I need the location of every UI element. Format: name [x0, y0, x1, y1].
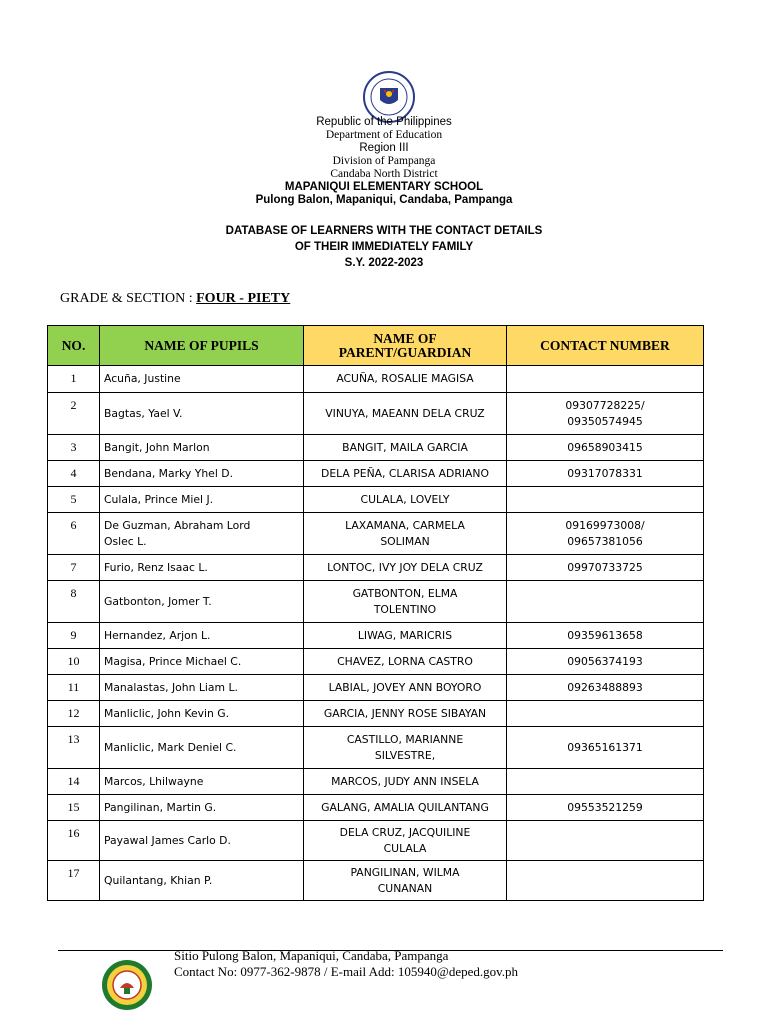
row-number: 9	[48, 623, 100, 649]
table-row	[48, 861, 704, 901]
table-row	[48, 581, 704, 623]
parent-guardian-name: MARCOS, JUDY ANN INSELA	[304, 769, 507, 795]
contact-number: 09970733725	[507, 555, 704, 581]
contact-number	[507, 366, 704, 393]
pupil-name: Manliclic, John Kevin G.	[100, 701, 304, 727]
contact-number	[507, 701, 704, 727]
row-number: 8	[48, 581, 100, 623]
contact-number: 09553521259	[507, 795, 704, 821]
grade-section-label: GRADE & SECTION :	[60, 291, 193, 306]
parent-guardian-name: PANGILINAN, WILMA CUNANAN	[304, 861, 507, 901]
contact-number	[507, 581, 704, 623]
table-header-row	[48, 326, 704, 366]
contact-number: 09359613658	[507, 623, 704, 649]
document-title	[0, 223, 768, 271]
row-number: 10	[48, 649, 100, 675]
pupil-name: Manalastas, John Liam L.	[100, 675, 304, 701]
parent-guardian-name: GARCIA, JENNY ROSE SIBAYAN	[304, 701, 507, 727]
header-region: Region III	[359, 142, 409, 154]
parent-guardian-name: VINUYA, MAEANN DELA CRUZ	[304, 393, 507, 435]
pupil-name: Bagtas, Yael V.	[100, 393, 304, 435]
learners-table	[47, 325, 704, 901]
header-division: Division of Pampanga	[332, 155, 436, 167]
parent-guardian-name: GALANG, AMALIA QUILANTANG	[304, 795, 507, 821]
pupil-name: Payawal James Carlo D.	[100, 821, 304, 861]
parent-guardian-name: LABIAL, JOVEY ANN BOYORO	[304, 675, 507, 701]
row-number: 17	[48, 861, 100, 901]
header-parent-line-1: NAME OF	[373, 330, 437, 346]
pupil-name: Marcos, Lhilwayne	[100, 769, 304, 795]
contact-number: 09169973008/ 09657381056	[507, 513, 704, 555]
header-district: Candaba North District	[330, 168, 438, 180]
parent-guardian-name: LIWAG, MARICRIS	[304, 623, 507, 649]
pupil-name: Magisa, Prince Michael C.	[100, 649, 304, 675]
parent-guardian-name: LAXAMANA, CARMELA SOLIMAN	[304, 513, 507, 555]
pupil-name: Bendana, Marky Yhel D.	[100, 461, 304, 487]
pupil-name: Bangit, John Marlon	[100, 435, 304, 461]
contact-number: 09263488893	[507, 675, 704, 701]
row-number: 4	[48, 461, 100, 487]
row-number: 14	[48, 769, 100, 795]
parent-guardian-name: CHAVEZ, LORNA CASTRO	[304, 649, 507, 675]
header-department: Department of Education	[325, 129, 443, 141]
table-row	[48, 769, 704, 795]
table-row	[48, 435, 704, 461]
parent-guardian-name: GATBONTON, ELMA TOLENTINO	[304, 581, 507, 623]
row-number: 15	[48, 795, 100, 821]
table-row	[48, 366, 704, 393]
parent-guardian-name: ACUÑA, ROSALIE MAGISA	[304, 366, 507, 393]
row-number: 12	[48, 701, 100, 727]
row-number: 5	[48, 487, 100, 513]
table-row	[48, 821, 704, 861]
document-header	[0, 116, 768, 207]
school-seal-icon	[100, 958, 154, 1012]
footer-contact: Contact No: 0977-362-9878 / E-mail Add: 105940@deped.gov.ph	[174, 964, 519, 979]
pupil-name: Hernandez, Arjon L.	[100, 623, 304, 649]
contact-number: 09056374193	[507, 649, 704, 675]
school-address: Pulong Balon, Mapaniqui, Candaba, Pampanga	[255, 194, 513, 206]
row-number: 13	[48, 727, 100, 769]
table-row	[48, 795, 704, 821]
header-republic: Republic of the Philippines	[316, 116, 452, 128]
contact-number	[507, 861, 704, 901]
row-number: 6	[48, 513, 100, 555]
school-name: MAPANIQUI ELEMENTARY SCHOOL	[284, 181, 484, 193]
table-row	[48, 487, 704, 513]
school-year: S.Y. 2022-2023	[344, 257, 424, 269]
table-row	[48, 675, 704, 701]
pupil-name: Pangilinan, Martin G.	[100, 795, 304, 821]
parent-guardian-name: CULALA, LOVELY	[304, 487, 507, 513]
parent-guardian-name: DELA CRUZ, JACQUILINE CULALA	[304, 821, 507, 861]
table-row	[48, 555, 704, 581]
title-line-2: OF THEIR IMMEDIATELY FAMILY	[294, 241, 474, 253]
pupil-name: Gatbonton, Jomer T.	[100, 581, 304, 623]
parent-guardian-name: CASTILLO, MARIANNE SILVESTRE,	[304, 727, 507, 769]
contact-number	[507, 487, 704, 513]
pupil-name: Quilantang, Khian P.	[100, 861, 304, 901]
contact-number	[507, 821, 704, 861]
table-row	[48, 513, 704, 555]
table-row	[48, 623, 704, 649]
contact-number: 09365161371	[507, 727, 704, 769]
table-body	[48, 366, 704, 901]
row-number: 16	[48, 821, 100, 861]
table-row	[48, 393, 704, 435]
contact-number: 09307728225/ 09350574945	[507, 393, 704, 435]
row-number: 7	[48, 555, 100, 581]
pupil-name: De Guzman, Abraham Lord Oslec L.	[100, 513, 304, 555]
row-number: 2	[48, 393, 100, 435]
title-line-1: DATABASE OF LEARNERS WITH THE CONTACT DETAILS	[225, 225, 543, 237]
footer-address: Sitio Pulong Balon, Mapaniqui, Candaba, Pampanga	[174, 948, 449, 963]
table-row	[48, 727, 704, 769]
contact-number	[507, 769, 704, 795]
header-parent-line-2: PARENT/GUARDIAN	[338, 344, 472, 360]
table-row	[48, 701, 704, 727]
parent-guardian-name: DELA PEÑA, CLARISA ADRIANO	[304, 461, 507, 487]
pupil-name: Acuña, Justine	[100, 366, 304, 393]
header-parent-guardian	[304, 326, 507, 366]
pupil-name: Manliclic, Mark Deniel C.	[100, 727, 304, 769]
header-contact-number: CONTACT NUMBER	[507, 326, 704, 366]
row-number: 11	[48, 675, 100, 701]
contact-number: 09658903415	[507, 435, 704, 461]
grade-section-value: FOUR - PIETY	[196, 291, 291, 306]
table-row	[48, 461, 704, 487]
parent-guardian-name: BANGIT, MAILA GARCIA	[304, 435, 507, 461]
pupil-name: Culala, Prince Miel J.	[100, 487, 304, 513]
header-no: NO.	[48, 326, 100, 366]
pupil-name: Furio, Renz Isaac L.	[100, 555, 304, 581]
footer-text	[174, 948, 518, 980]
table-row	[48, 649, 704, 675]
contact-number: 09317078331	[507, 461, 704, 487]
grade-section	[60, 291, 290, 307]
header-pupil-name: NAME OF PUPILS	[100, 326, 304, 366]
row-number: 3	[48, 435, 100, 461]
parent-guardian-name: LONTOC, IVY JOY DELA CRUZ	[304, 555, 507, 581]
row-number: 1	[48, 366, 100, 393]
